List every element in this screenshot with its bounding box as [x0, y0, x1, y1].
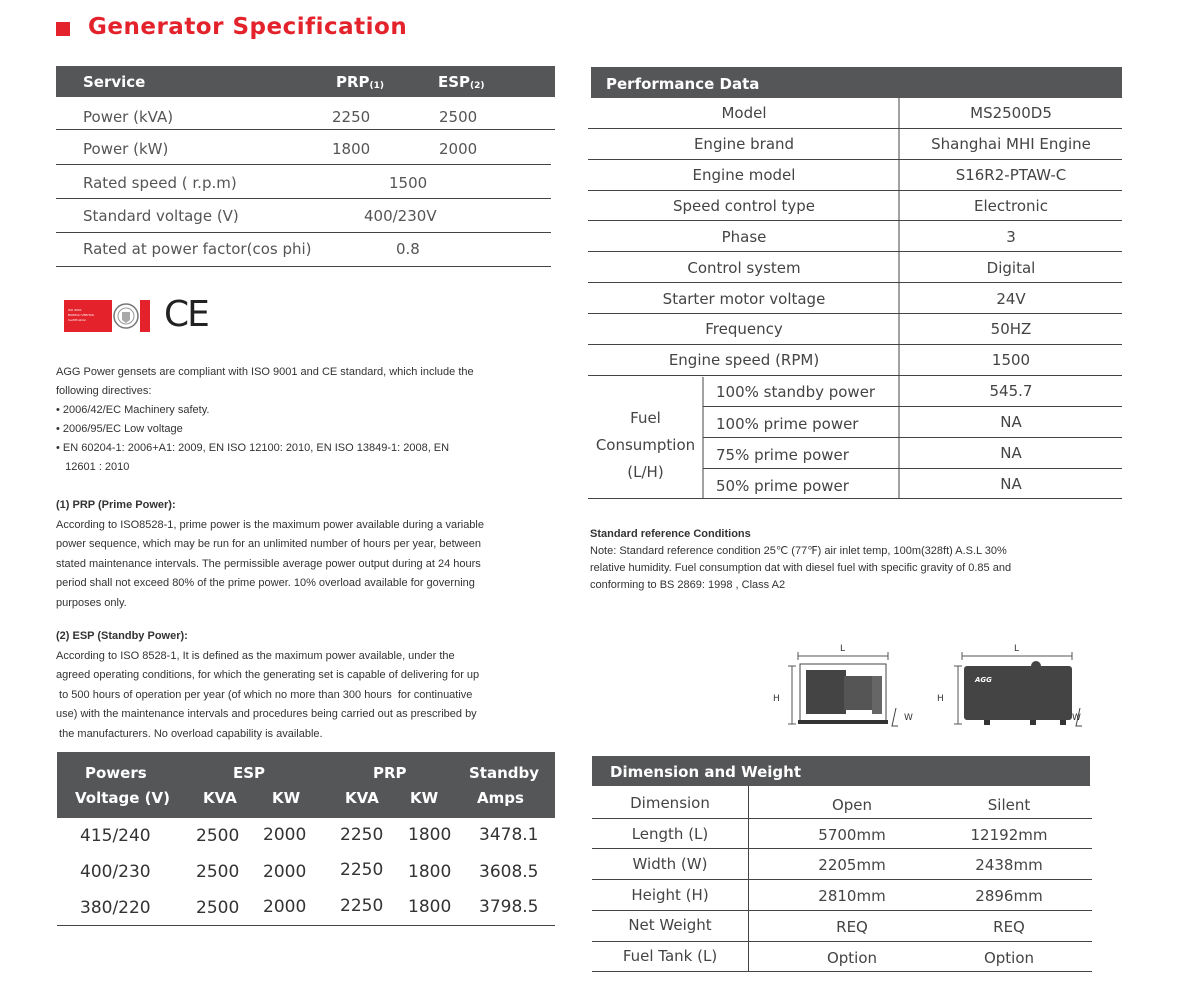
powers-standby-amps: 3608.5: [479, 862, 539, 882]
service-row-esp: 2500: [439, 108, 478, 126]
dimension-row-label: Fuel Tank (L): [622, 947, 718, 965]
dimension-open-value: 2205mm: [818, 856, 886, 874]
diagram-height-label: H: [937, 694, 944, 704]
service-row-label: Rated at power factor(cos phi): [83, 240, 312, 258]
performance-value: S16R2-PTAW-C: [955, 166, 1067, 184]
performance-value: MS2500D5: [970, 104, 1052, 122]
ce-mark-icon: CE: [164, 294, 208, 335]
service-row-value: 400/230V: [364, 207, 437, 225]
diagram-height-label: H: [773, 694, 780, 704]
performance-value: Digital: [986, 259, 1036, 277]
dimension-row-label: Height (H): [631, 886, 709, 904]
iso-certification-badge: ISO 9001 BUREAU VERITAS Certification: [64, 300, 150, 332]
dimension-row-label: Width (W): [632, 855, 708, 873]
fuel-row-value: NA: [1000, 444, 1022, 462]
dimension-open-value: 2810mm: [818, 887, 886, 905]
performance-label: Starter motor voltage: [662, 290, 826, 308]
dimension-open-value: REQ: [836, 918, 868, 936]
powers-prp-kva: 2250: [340, 896, 384, 916]
fuel-row-value: NA: [1000, 413, 1022, 431]
service-table-header: [56, 66, 555, 97]
powers-standby-amps: 3478.1: [479, 825, 539, 845]
powers-prp-kw: 1800: [408, 897, 452, 917]
performance-label: Phase: [721, 228, 767, 246]
performance-value: 50HZ: [990, 320, 1032, 338]
bureau-veritas-seal-icon: [112, 300, 140, 332]
dimension-open-value: 5700mm: [818, 826, 886, 844]
agg-logo: AGG: [975, 676, 992, 684]
service-header-label: Service: [83, 73, 146, 91]
performance-label: Engine brand: [693, 135, 795, 153]
dimension-row-label: Net Weight: [628, 916, 712, 934]
dimension-silent-value: Option: [983, 949, 1035, 967]
esp-header: $ESP_{(2)}$: [438, 73, 485, 91]
fuel-row-value: NA: [1000, 475, 1022, 493]
dimension-row-label: Length (L): [631, 825, 709, 843]
powers-esp-kva: 2500: [196, 898, 240, 918]
prp-header: $PRP_{(1)}$: [336, 73, 385, 91]
page-title: Generator Specification: [88, 14, 408, 40]
fuel-row-label: 100% standby power: [716, 383, 876, 401]
dimension-table-header: Dimension and Weight: [592, 756, 1090, 786]
divider: [56, 129, 555, 130]
service-row-esp: 2000: [439, 140, 478, 158]
service-row-prp: 2250: [332, 108, 371, 126]
diagram-width-label: W: [1072, 713, 1081, 723]
powers-prp-kva: 2250: [340, 825, 384, 845]
dimension-silent-value: 12192mm: [970, 826, 1048, 844]
service-row-prp: 1800: [332, 140, 371, 158]
powers-standby-amps: 3798.5: [479, 897, 539, 917]
silent-generator-icon: [954, 652, 1082, 726]
service-row: [56, 132, 555, 165]
service-row: [56, 199, 555, 232]
dimension-silent-value: 2438mm: [975, 856, 1043, 874]
fuel-row-label: 100% prime power: [716, 415, 859, 433]
performance-value: Electronic: [974, 197, 1048, 215]
powers-table-header: Powers Voltage (V) ESP KVA KW PRP KVA KW Standby Amps: [57, 752, 555, 818]
reference-conditions: Standard reference Conditions Note: Standard reference condition 25℃ (77℉) air inlet temp, 100m(328ft) A.S.L 30% relative humidity. Fuel consumption dat with diesel fuel with specific gravity of 0.85 and conforming to BS 2869: 1998 , Class A2: [590, 528, 1012, 591]
service-row-label: Power (kW): [83, 140, 169, 158]
powers-voltage: 380/220: [80, 898, 151, 918]
diagram-length-label: L: [840, 644, 846, 654]
fuel-row-label: 50% prime power: [716, 477, 849, 495]
powers-esp-kw: 2000: [263, 897, 307, 917]
service-row: [56, 232, 555, 265]
powers-esp-kw: 2000: [263, 862, 307, 882]
powers-esp-kw: 2000: [263, 825, 307, 845]
dimension-column-header: Silent: [987, 796, 1031, 814]
performance-label: Model: [721, 104, 767, 122]
fuel-row-value: 545.7: [989, 382, 1033, 400]
dimension-column-header: Open: [831, 796, 873, 814]
fuel-consumption-label: Fuel Consumption (L/H): [595, 409, 696, 481]
dimension-table-grid: [592, 786, 1092, 974]
performance-table-header: Performance Data: [591, 67, 1122, 98]
generator-dimension-diagram: [770, 642, 1090, 732]
dimension-open-value: Option: [826, 949, 878, 967]
performance-label: Frequency: [705, 320, 783, 338]
powers-prp-kw: 1800: [408, 862, 452, 882]
service-row-value: 0.8: [396, 240, 420, 258]
performance-value: 3: [1006, 228, 1016, 246]
powers-prp-kva: 2250: [340, 860, 384, 880]
dimension-column-header: Dimension: [630, 794, 710, 812]
service-row-label: Power (kVA): [83, 108, 174, 126]
esp-definition: (2) ESP (Standby Power): According to ISO 8528-1, It is defined as the maximum power available, under the agreed operating conditions, for which the generating set is capable of delivering for up to 500 hours of operation per year (of which no more than 300 hours for continuative use) with the maintenance intervals and procedures being carried out as prescribed by the manufacturers. No overload capability is available.: [56, 630, 480, 740]
performance-value: Shanghai MHI Engine: [931, 135, 1091, 153]
title-bullet: [56, 22, 70, 36]
fuel-row-label: 75% prime power: [716, 446, 849, 464]
dimension-silent-value: 2896mm: [975, 887, 1043, 905]
service-row-label: Rated speed ( r.p.m): [83, 174, 237, 192]
powers-esp-kva: 2500: [196, 862, 240, 882]
prp-definition: (1) PRP (Prime Power): According to ISO8528-1, prime power is the maximum power available during a variable power sequence, which may be run for an unlimited number of hours per year, between stated maintenance intervals. The permissible average power output during at 24 hours period shall not exceed 80% of the prime power. 10% overload available for governing purposes only.: [56, 499, 484, 609]
performance-value: 1500: [991, 351, 1031, 369]
performance-value: 24V: [996, 290, 1026, 308]
divider: [56, 164, 551, 165]
open-generator-icon: [788, 652, 898, 726]
dimension-silent-value: REQ: [993, 918, 1025, 936]
performance-label: Speed control type: [672, 197, 816, 215]
performance-label: Control system: [687, 259, 801, 277]
performance-label: Engine model: [692, 166, 796, 184]
powers-esp-kva: 2500: [196, 826, 240, 846]
powers-voltage: 415/240: [80, 826, 151, 846]
service-row: [56, 166, 555, 199]
divider: [56, 266, 551, 267]
powers-voltage: 400/230: [80, 862, 151, 882]
diagram-length-label: L: [1014, 644, 1020, 654]
compliance-text: AGG Power gensets are compliant with ISO 9001 and CE standard, which include the following directives: • 2006/42/EC Machinery safety. • 2006/95/EC Low voltage • EN 60204-1: 2006+A1: 2009, EN ISO 12100: 2010, EN ISO 13849-1: 2008, EN 12601 : 2010: [56, 366, 474, 473]
divider: [57, 925, 555, 926]
diagram-width-label: W: [904, 713, 913, 723]
service-row-value: 1500: [389, 174, 428, 192]
service-row-label: Standard voltage (V): [83, 207, 239, 225]
powers-prp-kw: 1800: [408, 825, 452, 845]
performance-label: Engine speed (RPM): [668, 351, 820, 369]
